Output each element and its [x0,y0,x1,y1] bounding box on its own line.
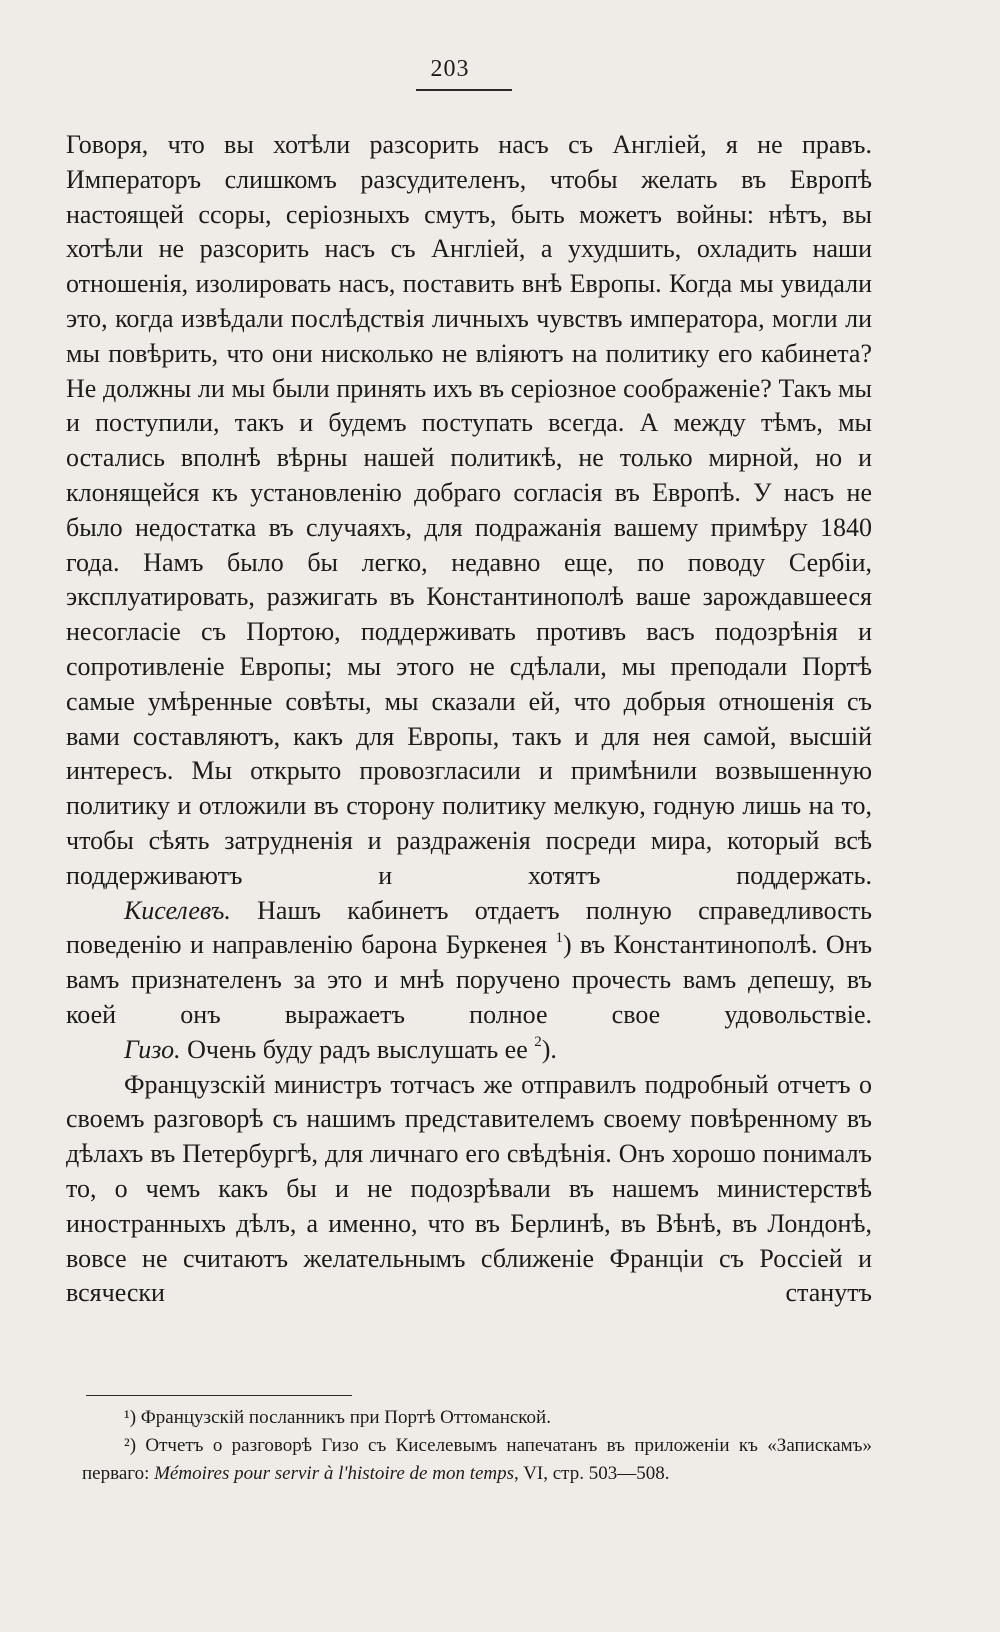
paragraph-2-text-a: Нашъ кабинетъ отдаетъ полную справедливость поведенію и направленію барона Буркенея [66,895,873,960]
footnote-1-mark: ¹) [124,1407,137,1428]
body-text [66,128,872,1311]
speaker-kiselev: Киселевъ. [124,895,231,925]
paragraph-2 [66,894,872,1033]
footnote-1-text: Французскій посланникъ при Портѣ Оттоманской. [140,1407,551,1428]
footnote-2-mark: ²) [124,1435,137,1456]
footnote-2-book-title: Mémoires pour servir à l'histoire de mon temps [154,1463,515,1484]
footnote-rule [86,1395,352,1396]
page-number: 203 [430,56,470,82]
footnote-2-text-b: , VI, стр. 503—508. [514,1463,670,1484]
paragraph-1: Говоря, что вы хотѣли разсорить насъ съ Англіей, я не правъ. Императоръ слишкомъ разсудителенъ, чтобы желать въ Европѣ настоящей ссоры, серіозныхъ смутъ, быть можетъ войны: нѣтъ, вы хотѣли не разсорить насъ съ Англіей, а ухудшить, охладить наши отношенія, изолировать насъ, поставить внѣ Европы. Когда мы увидали это, когда извѣдали послѣдствія личныхъ чувствъ императора, могли ли мы повѣрить, что они нисколько не вліяютъ на политику его кабинета? Не должны ли мы были принять ихъ въ серіозное соображеніе? Такъ мы и поступили, такъ и будемъ поступать всегда. А между тѣмъ, мы остались вполнѣ вѣрны нашей политикѣ, не только мирной, но и клонящейся къ установленію добраго согласія въ Европѣ. У насъ не было недостатка въ случаяхъ, для подражанія вашему примѣру 1840 года. Намъ было бы легко, недавно еще, по поводу Сербіи, эксплуатировать, разжигать въ Константинополѣ ваше зарождавшееся несогласіе съ Портою, поддерживать противъ васъ подозрѣнія и сопротивленіе Европы; мы этого не сдѣлали, мы преподали Портѣ самые умѣренные совѣты, мы сказали ей, что добрыя отношенія съ вами составляютъ, какъ для Европы, такъ и для нея самой, высшій интересъ. Мы открыто провозгласили и примѣнили возвышенную политику и отложили въ сторону политику мелкую, годную лишь на то, чтобы сѣять затрудненія и раздраженія посреди мира, который всѣ поддерживаютъ и хотятъ поддержать. [66,130,872,890]
paragraph-2-text-b: ) въ Константинополѣ. Онъ вамъ признателенъ за это и мнѣ поручено прочесть вамъ депешу, въ коей онъ выражаетъ полное свое удовольствіе. [66,930,873,1029]
paragraph-3-text-b: ). [541,1034,557,1064]
paragraph-4: Французскій министръ тотчасъ же отправилъ подробный отчетъ о своемъ разговорѣ съ нашимъ представителемъ своему повѣренному въ дѣлахъ въ Петербургѣ, для личнаго его свѣдѣнія. Онъ хорошо понималъ то, о чемъ какъ бы и не подозрѣвали въ нашемъ министерствѣ иностранныхъ дѣлъ, а именно, что въ Берлинѣ, въ Вѣнѣ, въ Лондонѣ, вовсе не считаютъ желательнымъ сближеніе Франціи съ Россіей и всячески станутъ [66,1069,872,1308]
footnotes [82,1404,872,1488]
speaker-guizot: Гизо. [124,1034,181,1064]
page-number-rule [416,89,512,91]
footnote-2-text-a: Отчетъ о разговорѣ Гизо съ Киселевымъ напечатанъ въ приложеніи къ «Запискамъ» перваго: [82,1435,872,1484]
footnote-ref-2[interactable]: 2 [534,1034,542,1051]
paragraph-3 [66,1033,872,1068]
paragraph-3-text-a: Очень буду радъ выслушать ее [187,1034,528,1064]
footnote-2 [82,1432,872,1488]
footnote-1 [82,1404,872,1432]
footnote-ref-1[interactable]: 1 [555,929,563,946]
